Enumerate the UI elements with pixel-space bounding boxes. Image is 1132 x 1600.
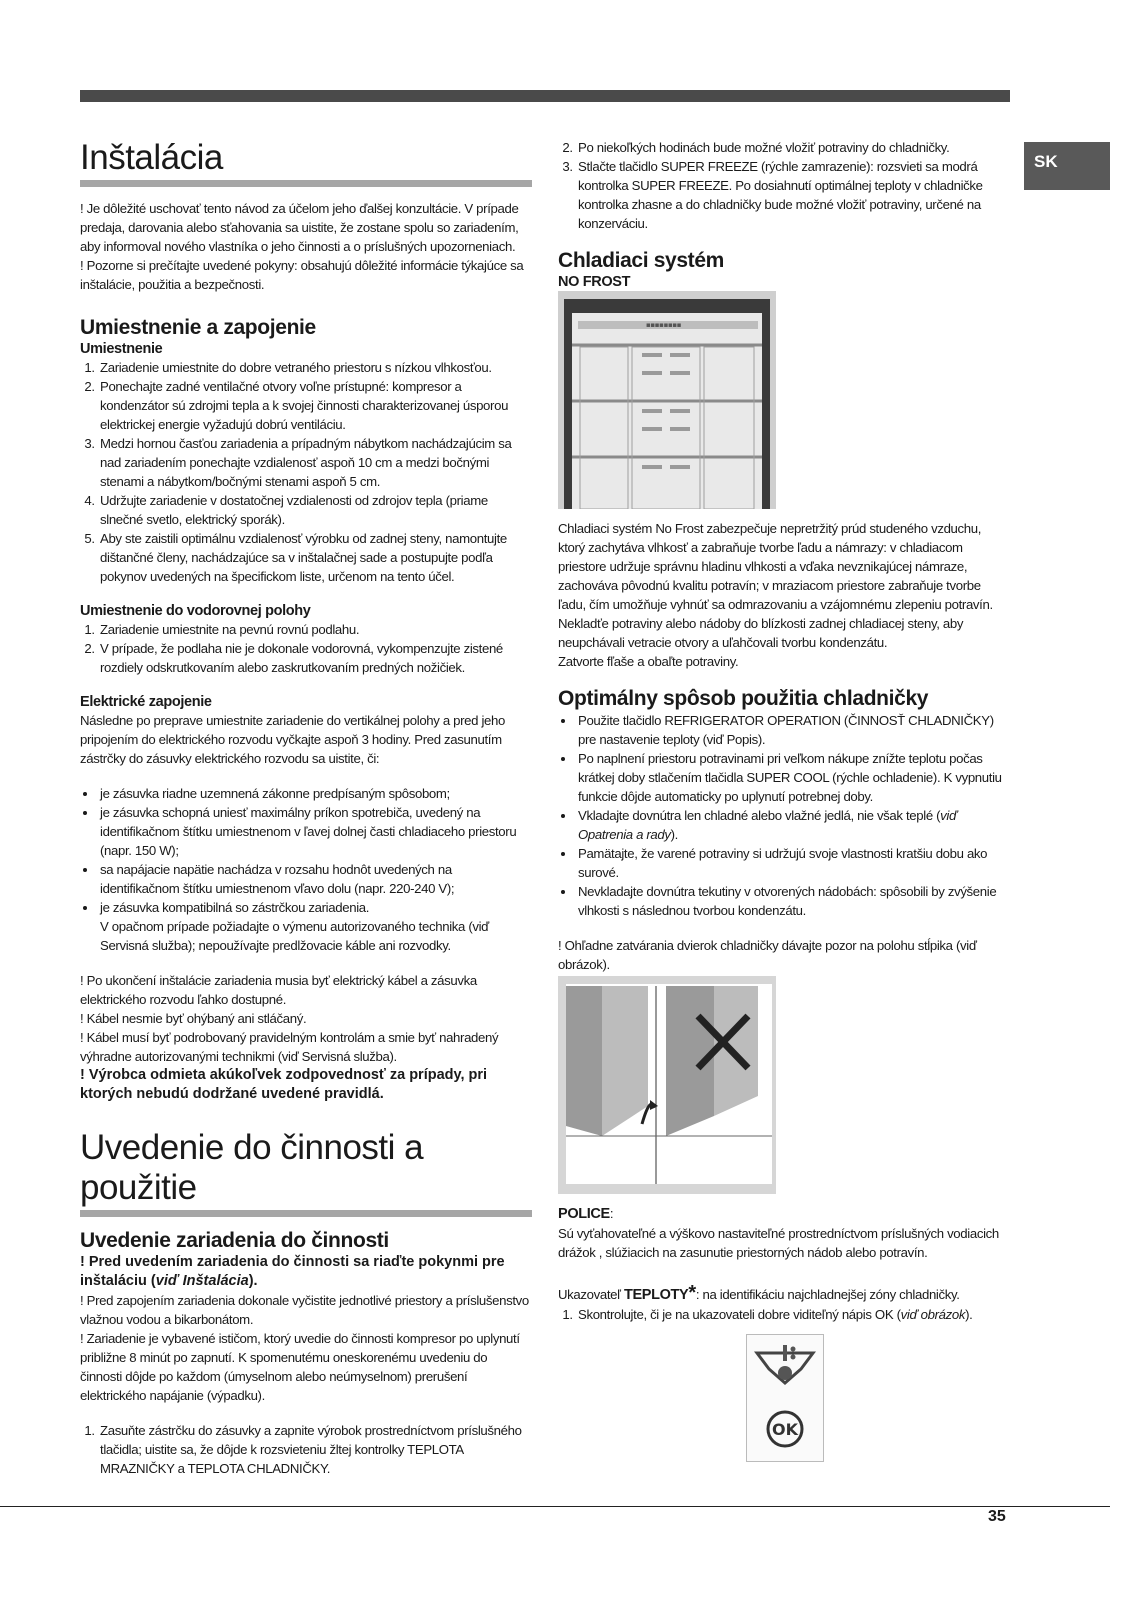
warning: ! Kábel nesmie byť ohýbaný ani stláčaný.: [80, 1011, 307, 1026]
list-item: 2. V prípade, že podlaha nie je dokonale vodorovná, vykompenzujte zistené rozdiely odskrutkovaním alebo zaskrutkovaním predných nožičiek.: [98, 639, 532, 677]
subsection-title: Optimálny spôsob použitia chladničky: [558, 687, 929, 710]
paragraph: Sú vyťahovateľné a výškovo nastaviteľné prostredníctvom príslušných vodiacich drážok , slúžiacich na zasunutie priestorných nádob alebo potravín.: [558, 1226, 999, 1260]
list-item: 3. Medzi hornou časťou zariadenia a prípadným nábytkom nachádzajúcim sa nad zariadením ponechajte vzdialenosť aspoň 10 cm a medzi bočnými stenami a nábytkom/bočnými stenami aspoň 5 cm.: [98, 434, 532, 491]
paragraph: V opačnom prípade požiadajte o výmenu autorizovaného technika (viď Servisná služba); nepoužívajte predlžovacie káble ani rozvodky.: [100, 919, 489, 953]
start-list-continued: [558, 138, 1010, 233]
list-item: • sa napájacie napätie nachádza v rozsahu hodnôt uvedených na identifikačnom štítku umiestnenom vľavo dolu (napr. 220-240 V);: [98, 860, 532, 898]
temperature-indicator-figure: [746, 1334, 824, 1462]
list-item: • Po naplnení priestoru potravinami pri veľkom nákupe znížte teplotu počas krátkej doby stlačením tlačidla SUPER COOL (rýchle ochladenie). K vypnutiu funkcie dôjde automaticky po uplynutí potrebnej doby.: [576, 749, 1010, 806]
paragraph: POLICE:: [558, 1206, 614, 1222]
elec-list: [80, 784, 532, 917]
paragraph: ! Zariadenie je vybavené ističom, ktorý uvedie do činnosti kompresor po uplynutí približne 8 minút po zapnutí. K spomenutému oneskorenému uvedeniu do činnosti dôjde po každom (úmyselnom alebo neúmyselnom) prerušení elektrického napájanie (výpadku).: [80, 1331, 520, 1403]
warning: ! Ohľadne zatvárania dvierok chladničky dávajte pozor na polohu stĺpika (viď obrázok).: [558, 938, 977, 972]
list-item: • je zásuvka riadne uzemnená zákonne predpísaným spôsobom;: [98, 784, 532, 803]
list-item: 2. Ponechajte zadné ventilačné otvory voľne prístupné: kompresor a kondenzátor sú zdrojmi tepla a k svojej činnosti charakterizovanej úsporou elektrickej energie vyžadujú dobrú ventiláciu.: [98, 377, 532, 434]
subheading: Umiestnenie do vodorovnej polohy: [80, 603, 311, 619]
subsection-title: Chladiaci systém: [558, 249, 724, 272]
list-item: 1. Zariadenie umiestnite na pevnú rovnú podlahu.: [98, 620, 532, 639]
door-column-figure: [558, 976, 776, 1194]
language-tab: SK: [1024, 142, 1110, 190]
subsection-title: Umiestnenie a zapojenie: [80, 316, 316, 339]
shelves-label: POLICE: [558, 1206, 610, 1222]
level-list: [80, 620, 532, 677]
ok-indicator-icon: [747, 1335, 823, 1461]
intro-paragraph: ! Je dôležité uschovať tento návod za účelom jeho ďalšej konzultácie. V prípade predaja, darovania alebo sťahovania sa uistite, že zostane spolu so zariadením, aby informoval nového vlastníka o jeho činnosti a o príslušných upozorneniach.: [80, 201, 519, 254]
paragraph: Ukazovateľ TEPLOTY*: na identifikáciu najchladnejšej zóny chladničky.: [558, 1282, 960, 1304]
top-rule: [80, 90, 1010, 102]
intro-paragraph: ! Pozorne si prečítajte uvedené pokyny: obsahujú dôležité informácie týkajúce sa inštalácie, použitia a bezpečnosti.: [80, 258, 524, 292]
section-title-start: Uvedenie do činnosti a použitie: [80, 1128, 532, 1217]
paragraph: Nekladťe potraviny alebo nádoby do blízkosti zadnej chladiacej steny, aby neupchávali vetracie otvory a uľahčovali tvorbu kondenzátu.: [558, 616, 964, 650]
list-item: 3. Stlačte tlačidlo SUPER FREEZE (rýchle zamrazenie): rozsvieti sa modrá kontrolka SUPER FREEZE. Po dosiahnutí optimálnej teploty v chladničke kontrolka zhasne a do chladničky bude možné vložiť potraviny, určené na konzerváciu.: [576, 157, 1010, 233]
door-column-illustration: [558, 976, 776, 1194]
svg-text:▪▪▪▪▪▪▪▪: ▪▪▪▪▪▪▪▪: [646, 321, 682, 329]
warning-bold: ! Pred uvedením zariadenia do činnosti sa riaďte pokynmi pre inštaláciu (viď Inštalácia).: [80, 1254, 505, 1289]
page-number: 35: [988, 1508, 1006, 1525]
start-list: [80, 1421, 532, 1478]
list-item: • Použite tlačidlo REFRIGERATOR OPERATION (ČINNOSŤ CHLADNIČKY) pre nastavenie teploty (viď Popis).: [576, 711, 1010, 749]
warning-bold: ! Výrobca odmieta akúkoľvek zodpovednosť za prípady, pri ktorých nebudú dodržané uvedené pravidlá.: [80, 1067, 488, 1102]
subsection-title: Uvedenie zariadenia do činnosti: [80, 1229, 389, 1252]
warning: ! Kábel musí byť podrobovaný pravidelným kontrolám a smie byť nahradený výhradne autorizovanými technikmi (viď Servisná služba).: [80, 1030, 499, 1064]
placement-list: [80, 358, 532, 586]
no-frost-figure: [558, 291, 776, 509]
list-item: 1. Zasuňte zástrčku do zásuvky a zapnite výrobok prostredníctvom príslušného tlačidla; uistite sa, že dôjde k rozsvieteniu žltej kontrolky TEPLOTA MRAZNIČKY a TEPLOTA CHLADNIČKY.: [98, 1421, 532, 1478]
left-column: [80, 138, 532, 1478]
paragraph: Zatvorte fľaše a obaľte potraviny.: [558, 654, 739, 669]
list-item: • Pamätajte, že varené potraviny si udržujú svoje vlastnosti kratšiu dobu ako surové.: [576, 844, 1010, 882]
paragraph: Chladiaci systém No Frost zabezpečuje nepretržitý prúd studeného vzduchu, ktorý zachytáva vlhkosť a zabraňuje tvorbe ľadu a námrazy: v chladiacom priestore udržuje správnu hladinu vlhkosti a vďaka nevznikajúcej námraze, zachováva pôvodnú kvalitu potravín; v mraziacom priestore zabraňuje tvorbe ľadu, čím umožňuje vyhnúť sa odmrazovaniu a vzájomnému zlepeniu potravín.: [558, 521, 993, 612]
temp-list: [558, 1305, 1010, 1324]
warning: ! Po ukončení inštalácie zariadenia musia byť elektrický kábel a zásuvka elektrického rozvodu ľahko dostupné.: [80, 973, 477, 1007]
fridge-interior-illustration: [558, 291, 776, 509]
subheading: NO FROST: [558, 274, 631, 290]
bottom-rule: [0, 1506, 1110, 1507]
optimal-use-list: [558, 711, 1010, 920]
subheading: Umiestnenie: [80, 341, 163, 357]
ok-label: OK: [772, 1420, 798, 1439]
list-item: • Nevkladajte dovnútra tekutiny v otvorených nádobách: spôsobili by zvýšenie vlhkosti s následnou tvorbou kondenzátu.: [576, 882, 1010, 920]
subheading: Elektrické zapojenie: [80, 694, 212, 710]
paragraph: ! Pred zapojením zariadenia dokonale vyčistite jednotlivé priestory a príslušenstvo vlažnou vodou a bikarbonátom.: [80, 1293, 529, 1327]
list-item: 2. Po niekoľkých hodinách bude možné vložiť potraviny do chladničky.: [576, 138, 1010, 157]
paragraph: Následne po preprave umiestnite zariadenie do vertikálnej polohy a pred jeho pripojením do elektrického rozvodu vyčkajte aspoň 3 hodiny. Pred zasunutím zástrčky do zásuvky elektrického rozvodu sa uistite, či:: [80, 713, 505, 766]
list-item: 5. Aby ste zaistili optimálnu vzdialenosť výrobku od zadnej steny, namontujte dištančné členy, nachádzajúce sa v inštalačnej sade a postupujte podľa pokynov uvedených na špecifickom liste, určenom na tento účel.: [98, 529, 532, 586]
right-column: [558, 138, 1010, 1324]
list-item: 1. Zariadenie umiestnite do dobre vetraného priestoru s nízkou vlhkosťou.: [98, 358, 532, 377]
list-item: • je zásuvka kompatibilná so zástrčkou zariadenia.: [98, 898, 532, 917]
section-title-installation: Inštalácia: [80, 138, 532, 187]
list-item: 4. Udržujte zariadenie v dostatočnej vzdialenosti od zdrojov tepla (priame slnečné svetlo, elektrický sporák).: [98, 491, 532, 529]
list-item: 1. Skontrolujte, či je na ukazovateli dobre viditeľný nápis OK (viď obrázok).: [576, 1305, 1010, 1324]
list-item: • je zásuvka schopná uniesť maximálny príkon spotrebiča, uvedený na identifikačnom štítku umiestnenom v ľavej dolnej časti chladiaceho priestoru (napr. 150 W);: [98, 803, 532, 860]
list-item: • Vkladajte dovnútra len chladné alebo vlažné jedlá, nie však teplé (viď Opatrenia a rady).: [576, 806, 1010, 844]
